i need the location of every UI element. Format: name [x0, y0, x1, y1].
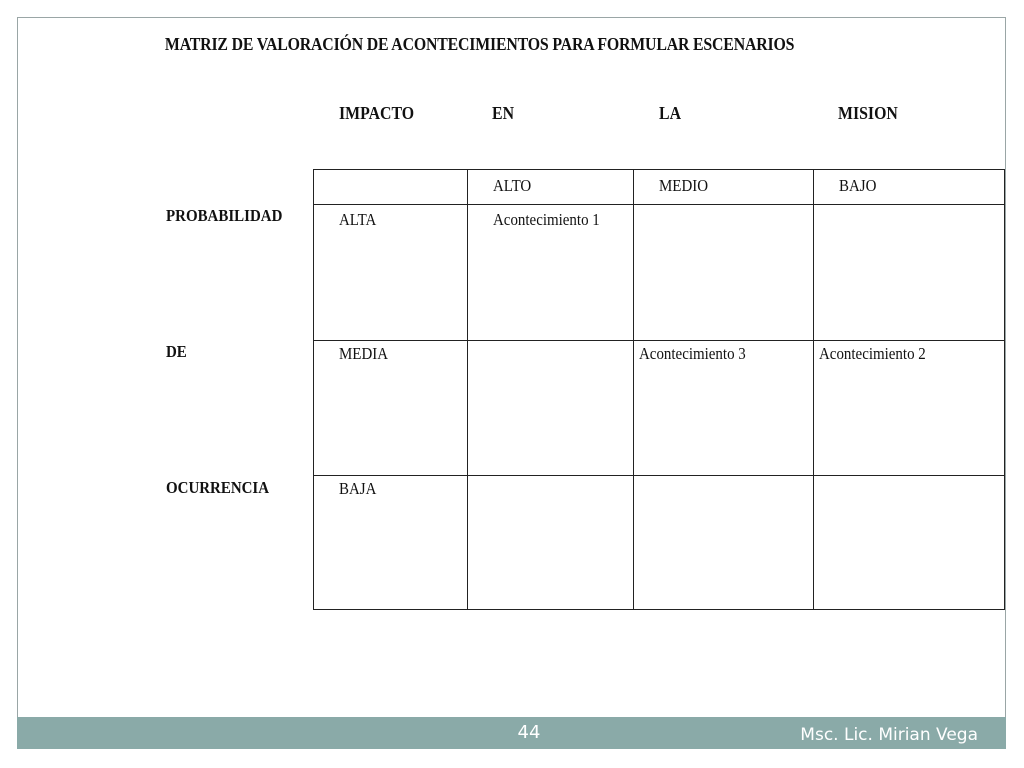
- matrix-header-alto: ALTO: [493, 176, 532, 195]
- probability-label-word-3: OCURRENCIA: [166, 478, 270, 497]
- matrix-column-divider: [467, 170, 468, 609]
- impact-header-word-4: MISION: [838, 103, 898, 123]
- slide-title: MATRIZ DE VALORACIÓN DE ACONTECIMIENTOS PARA FORMULAR ESCENARIOS: [164, 34, 795, 54]
- impact-header-word-3: LA: [659, 103, 682, 123]
- cell-media-bajo: Acontecimiento 2: [819, 344, 926, 363]
- probability-label-word-1: PROBABILIDAD: [166, 206, 283, 225]
- page-number: 44: [517, 722, 541, 743]
- author-credit: Msc. Lic. Mirian Vega: [800, 725, 978, 745]
- probability-label-word-2: DE: [166, 342, 187, 361]
- impact-header-word-1: IMPACTO: [339, 103, 415, 123]
- footer-bar: [17, 717, 1006, 749]
- row-level-alta: ALTA: [339, 210, 377, 229]
- impact-header-word-2: EN: [492, 103, 515, 123]
- cell-media-medio: Acontecimiento 3: [639, 344, 746, 363]
- cell-alta-alto: Acontecimiento 1: [493, 210, 600, 229]
- row-level-baja: BAJA: [339, 479, 377, 498]
- row-level-media: MEDIA: [339, 344, 389, 363]
- matrix-header-medio: MEDIO: [659, 176, 709, 195]
- valuation-matrix: [313, 169, 1005, 610]
- matrix-column-divider: [633, 170, 634, 609]
- matrix-row-divider: [314, 475, 1004, 476]
- matrix-column-divider: [813, 170, 814, 609]
- matrix-row-divider: [314, 204, 1004, 205]
- matrix-header-bajo: BAJO: [839, 176, 877, 195]
